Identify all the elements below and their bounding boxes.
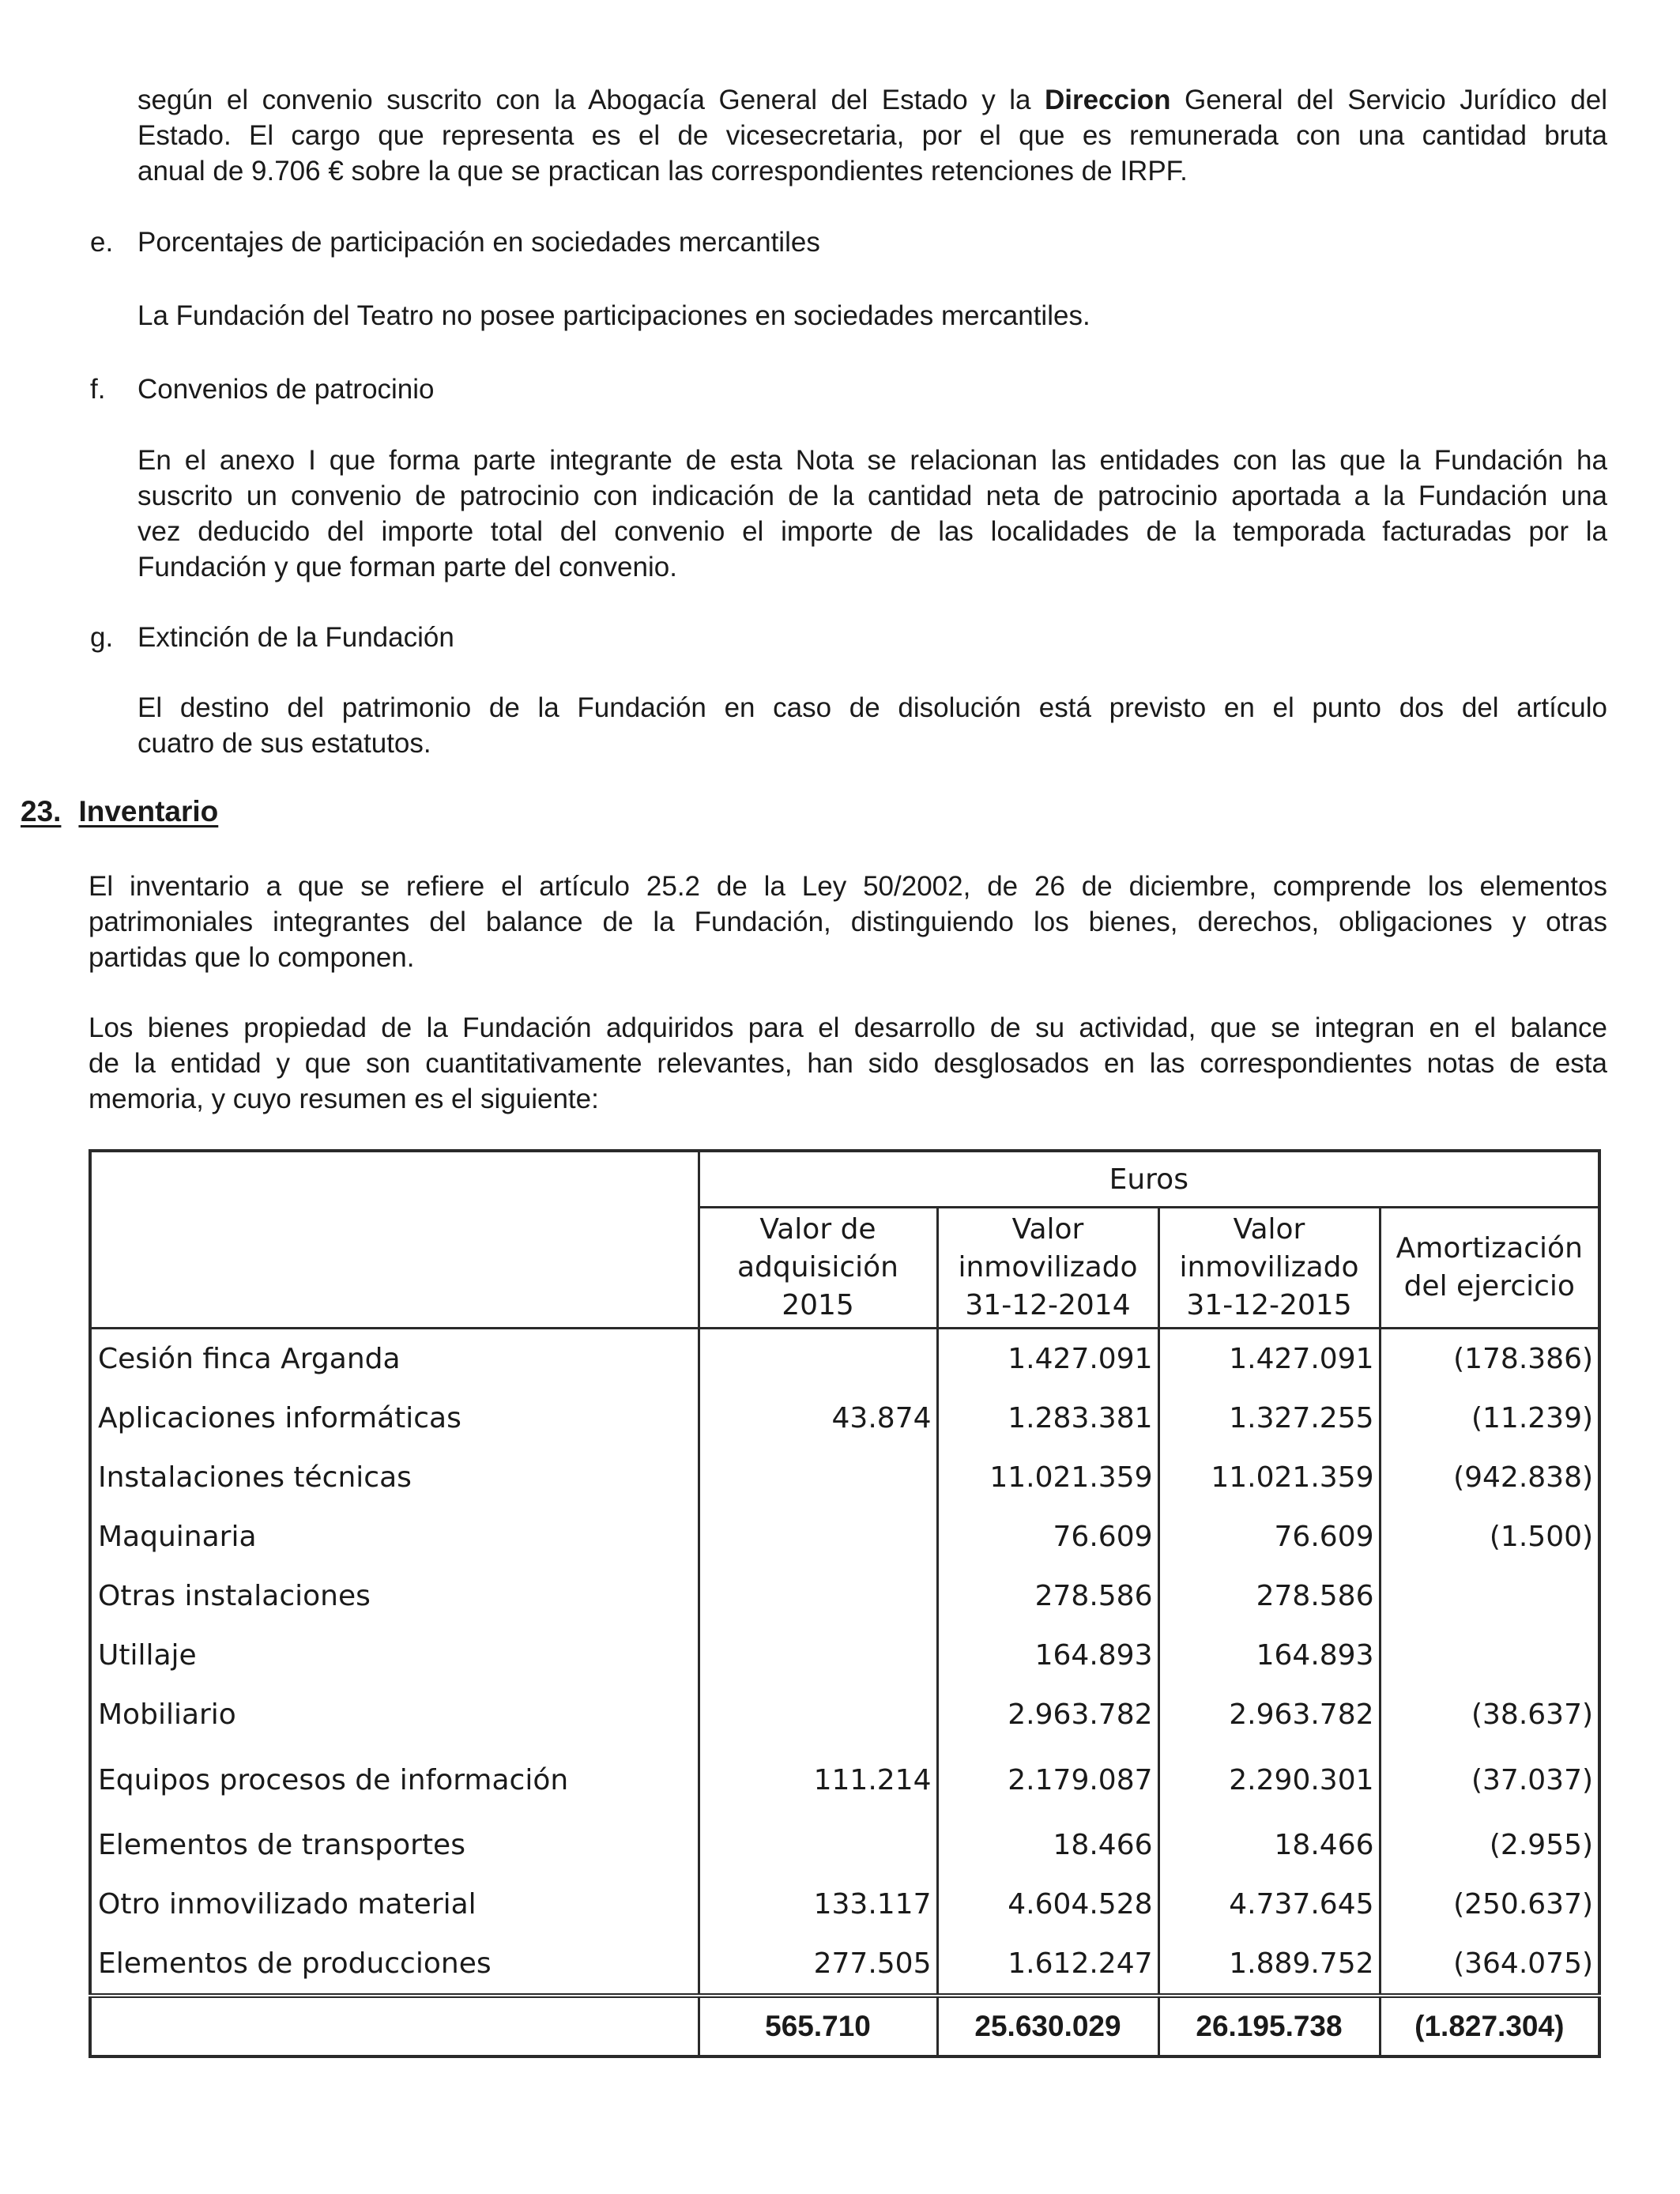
table-group-header: Euros [699,1151,1599,1208]
cell-amortizacion: (1.500) [1380,1507,1599,1566]
section-paragraph-2-line-1: Los bienes propiedad de la Fundación adquiridos para el desarrollo de su actividad, que se integran en el balance [89,1012,1607,1043]
cell-amortizacion: (2.955) [1380,1815,1599,1875]
row-concept: Utillaje [90,1626,699,1685]
cell-valor-2015: 4.737.645 [1158,1875,1380,1934]
table-row [90,1507,1599,1566]
cell-valor-2014: 1.612.247 [937,1934,1158,1996]
cell-valor-2015: 2.290.301 [1158,1744,1380,1815]
cell-amortizacion [1380,1626,1599,1685]
cell-valor-2015: 2.963.782 [1158,1685,1380,1744]
section-heading [21,794,218,829]
cell-valor-2014: 278.586 [937,1566,1158,1626]
intro-line-2: Estado. El cargo que representa es el de vicesecretaria, por el que es remunerada con una cantidad bruta [137,120,1607,151]
total-amortizacion: (1.827.304) [1380,1996,1599,2056]
cell-valor-2014: 4.604.528 [937,1875,1158,1934]
cell-valor-2015: 278.586 [1158,1566,1380,1626]
cell-adquisicion [699,1626,937,1685]
item-title-f: Convenios de patrocinio [137,374,435,405]
inventory-table [89,1149,1601,2058]
table-corner-cell [90,1151,699,1329]
item-letter-f: f. [90,374,106,405]
total-valor-2014: 25.630.029 [937,1996,1158,2056]
cell-valor-2015: 1.889.752 [1158,1934,1380,1996]
cell-amortizacion: (250.637) [1380,1875,1599,1934]
row-concept: Elementos de transportes [90,1815,699,1875]
cell-valor-2014: 1.427.091 [937,1329,1158,1389]
item-body-f-line-3: vez deducido del importe total del convenio el importe de las localidades de la temporada facturadas por la [137,516,1607,547]
section-paragraph-1-line-3: partidas que lo componen. [89,942,415,973]
total-adquisicion: 565.710 [699,1996,937,2056]
cell-adquisicion [699,1815,937,1875]
section-title: Inventario [78,795,219,827]
column-header-valor-2014: Valor inmovilizado 31-12-2014 [937,1208,1158,1329]
table-row [90,1744,1599,1815]
item-letter-e: e. [90,227,114,258]
cell-adquisicion: 133.117 [699,1875,937,1934]
cell-valor-2015: 1.327.255 [1158,1389,1380,1448]
cell-valor-2015: 1.427.091 [1158,1329,1380,1389]
cell-adquisicion [699,1448,937,1507]
item-body-g-line-2: cuatro de sus estatutos. [137,728,431,759]
cell-amortizacion: (178.386) [1380,1329,1599,1389]
cell-amortizacion: (11.239) [1380,1389,1599,1448]
cell-amortizacion: (942.838) [1380,1448,1599,1507]
section-paragraph-2-line-2: de la entidad y que son cuantitativamente relevantes, han sido desglosados en las correspondientes notas de esta [89,1048,1607,1079]
item-body-e: La Fundación del Teatro no posee participaciones en sociedades mercantiles. [137,300,1090,331]
row-concept: Aplicaciones informáticas [90,1389,699,1448]
cell-valor-2014: 1.283.381 [937,1389,1158,1448]
table-row [90,1389,1599,1448]
column-header-adquisicion: Valor de adquisición 2015 [699,1208,937,1329]
item-letter-g: g. [90,622,114,653]
row-concept: Cesión finca Arganda [90,1329,699,1389]
item-body-f-line-2: suscrito un convenio de patrocinio con indicación de la cantidad neta de patrocinio aportada a la Fundación una [137,481,1607,511]
cell-adquisicion [699,1507,937,1566]
cell-valor-2014: 11.021.359 [937,1448,1158,1507]
intro-line-1: según el convenio suscrito con la Abogacía General del Estado y la Direccion General del Servicio Jurídico del [137,85,1607,115]
cell-adquisicion [699,1566,937,1626]
intro-line-3: anual de 9.706 € sobre la que se practican las correspondientes retenciones de IRPF. [137,156,1188,187]
cell-adquisicion: 43.874 [699,1389,937,1448]
table-row [90,1566,1599,1626]
cell-amortizacion: (37.037) [1380,1744,1599,1815]
totals-row [90,1996,1599,2056]
row-concept: Elementos de producciones [90,1934,699,1996]
bold-word: Direccion [1044,85,1171,115]
column-header-valor-2015: Valor inmovilizado 31-12-2015 [1158,1208,1380,1329]
cell-adquisicion [699,1329,937,1389]
section-number: 23. [21,795,62,827]
cell-valor-2014: 2.179.087 [937,1744,1158,1815]
cell-adquisicion [699,1685,937,1744]
totals-label-cell [90,1996,699,2056]
cell-adquisicion: 111.214 [699,1744,937,1815]
cell-adquisicion: 277.505 [699,1934,937,1996]
cell-valor-2014: 18.466 [937,1815,1158,1875]
cell-valor-2014: 76.609 [937,1507,1158,1566]
row-concept: Maquinaria [90,1507,699,1566]
cell-valor-2015: 18.466 [1158,1815,1380,1875]
section-paragraph-1-line-2: patrimoniales integrantes del balance de la Fundación, distinguiendo los bienes, derechos, obligaciones y otras [89,907,1607,937]
table-row [90,1448,1599,1507]
cell-amortizacion [1380,1566,1599,1626]
cell-valor-2014: 164.893 [937,1626,1158,1685]
cell-amortizacion: (364.075) [1380,1934,1599,1996]
row-concept: Equipos procesos de información [90,1744,699,1815]
cell-valor-2014: 2.963.782 [937,1685,1158,1744]
item-body-f-line-1: En el anexo I que forma parte integrante de esta Nota se relacionan las entidades con las que la Fundación ha [137,445,1607,476]
item-title-g: Extinción de la Fundación [137,622,454,653]
row-concept: Mobiliario [90,1685,699,1744]
table-row [90,1934,1599,1996]
item-title-e: Porcentajes de participación en sociedades mercantiles [137,227,820,258]
table-row [90,1815,1599,1875]
table-row [90,1626,1599,1685]
row-concept: Instalaciones técnicas [90,1448,699,1507]
cell-amortizacion: (38.637) [1380,1685,1599,1744]
column-header-amortizacion: Amortización del ejercicio [1380,1208,1599,1329]
row-concept: Otras instalaciones [90,1566,699,1626]
cell-valor-2015: 11.021.359 [1158,1448,1380,1507]
cell-valor-2015: 164.893 [1158,1626,1380,1685]
item-body-f-line-4: Fundación y que forman parte del convenio. [137,552,677,582]
section-paragraph-1-line-1: El inventario a que se refiere el artículo 25.2 de la Ley 50/2002, de 26 de diciembre, comprende los elementos [89,871,1607,902]
cell-valor-2015: 76.609 [1158,1507,1380,1566]
item-body-g-line-1: El destino del patrimonio de la Fundación en caso de disolución está previsto en el punto dos del artículo [137,692,1607,723]
row-concept: Otro inmovilizado material [90,1875,699,1934]
total-valor-2015: 26.195.738 [1158,1996,1380,2056]
table-row [90,1329,1599,1389]
table-row [90,1875,1599,1934]
table-row [90,1685,1599,1744]
section-paragraph-2-line-3: memoria, y cuyo resumen es el siguiente: [89,1084,599,1114]
